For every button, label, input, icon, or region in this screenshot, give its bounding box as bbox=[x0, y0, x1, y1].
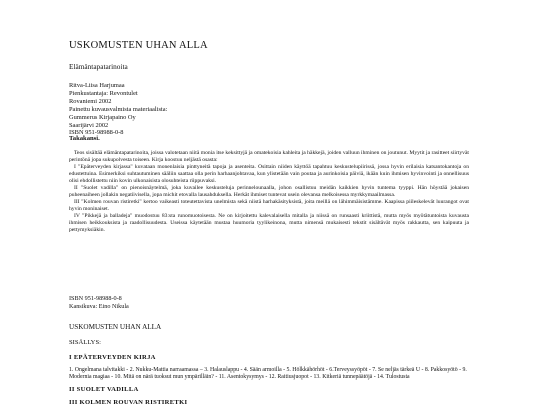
print-place-line: Saarijärvi 2002 bbox=[69, 121, 109, 129]
place-year-line: Rovaniemi 2002 bbox=[69, 97, 112, 105]
section-heading-one: I EPÄTERVEYDEN KIRJA bbox=[69, 354, 156, 361]
part-three-paragraph: III "Kolmen rouvan ristiretki" kertoo vaikeasti toteutettavista unelmista sekä niistä harhakäsityksistä, joita meillä on lähimmäisistämme. Kaapissa piileskelevät luurangot ovat hyvin moninaiset. bbox=[69, 199, 469, 212]
book-title: USKOMUSTEN UHAN ALLA bbox=[69, 40, 208, 51]
publication-info bbox=[69, 82, 167, 137]
back-cover-heading: Takakansi. bbox=[69, 135, 100, 142]
isbn-block bbox=[69, 295, 129, 310]
part-one-paragraph: I "Epäterveyden kirjassa" kuvataan monenlaisia pinttyneitä tapoja ja asenteita. Osittain niiden käyttöä tapahtuu keskustelupiirissä, jossa hyvin erilaisia katsantokantoja on edustettuina. Esimerkiksi suhtautuminen sääliin saattaa olla perin harhaanjohtavaa, kun ylistetään vain poutaa ja aurinkoisia päiviä, ikään kuin ihmisen hyvinvointi ja onnellisuus olisi ehdollistettu niin kovin ulkonaisista olosuhteista riippuvaksi. bbox=[69, 164, 469, 184]
intro-paragraph: Teos sisältää elämäntapatarinoita, joissa valotetaan niitä monia itse keksittyjä ja omatekoisia kahleita ja häkkejä, joiden valluun ihminen on joutunut. Myytit ja rasitteet siirtyvät perintönä jopa sukupolvesta toiseen. Kirja koostuu neljästä osasta: bbox=[69, 150, 469, 163]
contents-book-title: USKOMUSTEN UHAN ALLA bbox=[69, 323, 162, 331]
author-line: Ritva-Liisa Harjumaa bbox=[69, 82, 125, 89]
book-subtitle: Elämäntapatarinoita bbox=[69, 62, 128, 71]
part-two-paragraph: II "Suolet vadilla" on pienoisnäytelmä, joka kuvailee keskusteluja perinnelounaalla, johon osallistuu meidän kaikkien hyvin tuntema tyyppi. Hän höystää jokaisen puheenaiheen jollakin negatiivisella, jopa michit etovalla lausahduksella. Herkät ihmiset tuntevat usein olevansa melkoisessa myrkkymaailmassa. bbox=[69, 185, 469, 198]
back-cover-text bbox=[69, 150, 469, 234]
section-heading-three: III KOLMEN ROUVAN RISTIRETKI bbox=[69, 399, 188, 406]
publisher-line: Pienkustantaja: Revontulet bbox=[69, 89, 138, 97]
isbn-line: ISBN 951-98988-0-8 bbox=[69, 129, 124, 137]
section-heading-two: II SUOLET VADILLA bbox=[69, 386, 139, 393]
isbn-text: ISBN 951-98988-0-8 bbox=[69, 295, 122, 302]
part-four-paragraph: IV "Pikkejä ja balladeja" muodostuu 83:sta runomuotoisesta. Ne on kirjoitettu kalevalaisella mitalla ja niissä on runsaasti kriittistä, mutta myös myötätuntoista kuvausta ihmisen heikkouksista ja raadollisuudesta. Useissa käytetään mustaa huumoria tyylikeinona, mutta nimensä mukaisesti tekstit sisältävät myös rakkautta, sen kaipuuta ja pettymyksiäkin. bbox=[69, 213, 469, 233]
contents-label: SISÄLLYS: bbox=[69, 339, 101, 346]
printer-line: Gummerus Kirjapaino Oy bbox=[69, 113, 136, 121]
cover-credit: Kansikuva: Eino Nikula bbox=[69, 302, 129, 310]
section-one-contents: 1. Ongelmana talvitakki - 2. Nukku-Mattia narraamassa – 3. Halauslappu - 4. Sään armoilla - 5. Hölkkähörhöt - 6.Terveyssyöpöt - 7. Se neljäs tärkeä U - 8. Pakkosyötö - 9. Modernia magiaa - 10. Mitä on närä tuoksut mun ympärilläin? - 11. Asentokysymys - 12. Raitiusjuopot - 13. Kitkeriä tunnepäätöjä - 14. Tulostusta bbox=[69, 367, 467, 381]
printing-note-line: Painettu kuvausvalmista materiaalista: bbox=[69, 105, 168, 113]
